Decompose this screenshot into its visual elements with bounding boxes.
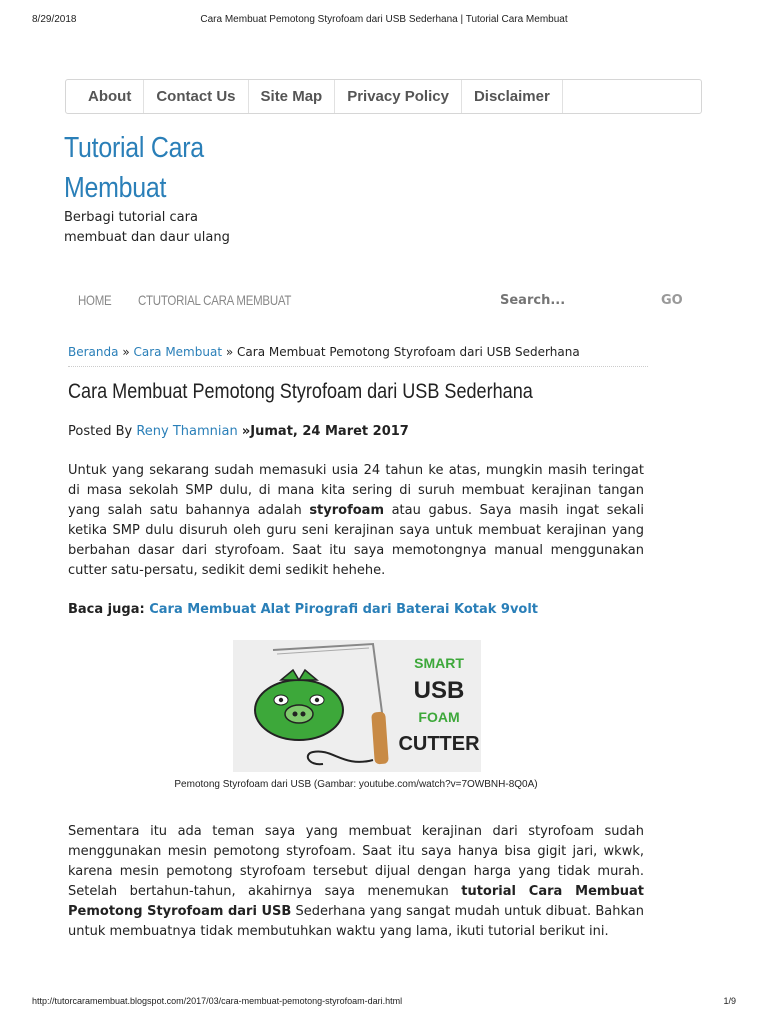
figure-text: SMART <box>414 655 464 671</box>
posted-by-label: Posted By <box>68 424 133 439</box>
print-title: Cara Membuat Pemotong Styrofoam dari USB Sederhana | Tutorial Cara Membuat <box>200 14 568 25</box>
paragraph-text: Sementara itu ada teman saya yang membuat kerajinan dari styrofoam sudah menggunakan mesin pemotong styrofoam. Saat itu saya hanya bisa gigit jari, wkwk, karena mesin pemotong styrofoam tersebut dijual dengan harga yang tidak murah. Setelah bertahun-tahun, akahirnya saya menemukan <box>68 824 644 899</box>
nav-about-link[interactable]: About <box>66 80 144 113</box>
nav-sitemap-link[interactable]: Site Map <box>249 80 336 113</box>
date-prefix: » <box>241 424 251 439</box>
site-title-line1: Tutorial Cara <box>64 132 204 164</box>
related-post <box>68 602 538 617</box>
author-link[interactable]: Reny Thamnian <box>136 424 238 439</box>
paragraph-bold: tutorial Cara Membuat Pemotong Styrofoam dari USB <box>68 884 645 919</box>
pdf-header <box>32 14 736 30</box>
nav-disclaimer-link[interactable]: Disclaimer <box>462 80 563 113</box>
paragraph-bold: styrofoam <box>309 503 384 518</box>
breadcrumb-home-link[interactable]: Beranda <box>68 345 119 359</box>
image-caption: Pemotong Styrofoam dari USB (Gambar: youtube.com/watch?v=7OWBNH-8Q0A) <box>174 779 538 790</box>
figure-text: FOAM <box>418 709 460 725</box>
nav-privacy-link[interactable]: Privacy Policy <box>335 80 462 113</box>
breadcrumb-separator: » <box>122 345 130 359</box>
breadcrumb-category-link[interactable]: Cara Membuat <box>133 345 223 359</box>
search-input[interactable] <box>500 293 640 308</box>
figure-text: CUTTER <box>398 733 480 755</box>
site-description-line2: membuat dan daur ulang <box>64 230 230 245</box>
post-image <box>233 640 481 772</box>
breadcrumb <box>68 345 580 359</box>
site-description-line1: Berbagi tutorial cara <box>64 210 198 225</box>
paragraph-intro <box>68 461 644 581</box>
post-date <box>242 424 409 439</box>
paragraph-text: Untuk yang sekarang sudah memasuki usia 24 tahun ke atas, mungkin masih teringat di masa sekolah SMP dulu, di mana kita sering di suruh membuat kerajinan tangan yang salah satu bahannya adalah <box>68 463 644 518</box>
paragraph-second <box>68 822 644 942</box>
breadcrumb-current: Cara Membuat Pemotong Styrofoam dari USB Sederhana <box>237 345 580 359</box>
post-meta <box>68 424 409 439</box>
divider <box>68 366 648 367</box>
usb-cutter-illustration <box>233 640 481 772</box>
page-number: 1/9 <box>723 996 736 1006</box>
breadcrumb-separator: » <box>225 345 234 359</box>
site-description <box>64 208 264 248</box>
search-go-button[interactable]: GO <box>661 293 683 308</box>
post-title: Cara Membuat Pemotong Styrofoam dari USB Sederhana <box>68 380 533 403</box>
top-nav <box>65 79 702 114</box>
nav-contact-link[interactable]: Contact Us <box>144 80 248 113</box>
pdf-footer <box>32 996 736 1010</box>
site-title[interactable] <box>64 128 253 208</box>
menu-tutorial[interactable]: CTUTORIAL CARA MEMBUAT <box>138 292 292 308</box>
main-nav <box>66 292 706 314</box>
print-url: http://tutorcaramembuat.blogspot.com/2017/03/cara-membuat-pemotong-styrofoam-dari.html <box>32 996 403 1006</box>
menu-home[interactable]: HOME <box>78 292 112 308</box>
date-text: Jumat, 24 Maret 2017 <box>250 424 409 439</box>
related-label: Baca juga: <box>68 602 145 617</box>
paragraph-text: Sederhana yang sangat mudah untuk dibuat. Bahkan untuk membuatnya tidak membutuhkan waktu yang lama, ikuti tutorial berikut ini. <box>68 904 644 939</box>
figure-text: USB <box>413 677 465 704</box>
print-date: 8/29/2018 <box>32 14 77 25</box>
related-link[interactable]: Cara Membuat Alat Pirografi dari Baterai Kotak 9volt <box>149 602 539 617</box>
site-title-line2: Membuat <box>64 172 167 204</box>
paragraph-text: atau gabus. Saya masih ingat sekali ketika SMP dulu disuruh oleh guru seni kerajinan saya untuk membuat kerajinan yang berbahan dasar dari styrofoam. Saat itu saya memotongnya manual menggunakan cutter satu-persatu, sedikit demi sedikit hehehe. <box>68 503 644 578</box>
